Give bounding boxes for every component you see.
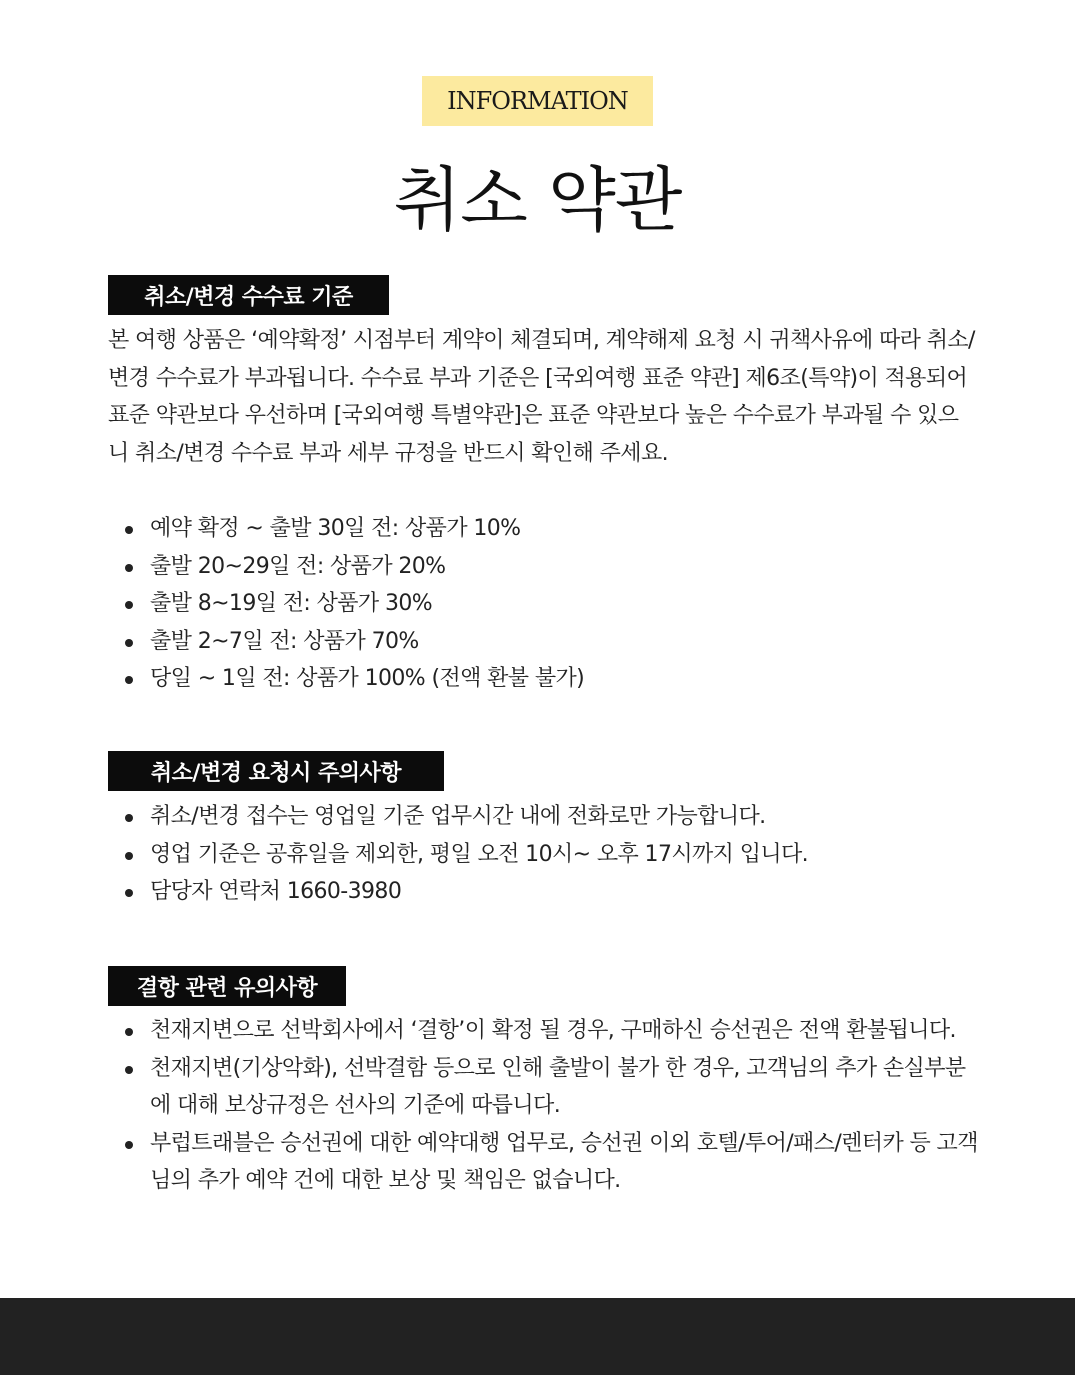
- fees-description: 본 여행 상품은 ‘예약확정’ 시점부터 계약이 체결되며, 계약해제 요청 시 귀책사유에 따라 취소/변경 수수료가 부과됩니다. 수수료 부과 기준은 [국외여행 표준 약관] 제6조(특약)이 적용되어 표준 약관보다 우선하며 [국외여행 특별약관]은 표준 약관보다 높은 수수료가 부과될 수 있으니 취소/변경 수수료 부과 세부 규정을 반드시 확인해 주세요.: [108, 328, 975, 466]
- section-heading-fees: 취소/변경 수수료 기준: [108, 275, 389, 315]
- bullet-dot-icon: [125, 852, 133, 860]
- bullet-dot-icon: [125, 1141, 133, 1149]
- bullet-dot-icon: [125, 601, 133, 609]
- page-title: 취소 약관: [393, 159, 682, 241]
- section-heading-request-notes: 취소/변경 요청시 주의사항: [108, 751, 444, 791]
- list-item-text: 담당자 연락처 1660-3980: [150, 879, 402, 904]
- list-item: [108, 798, 978, 836]
- bullet-dot-icon: [125, 1028, 133, 1036]
- list-item-text: 천재지변(기상악화), 선박결함 등으로 인해 출발이 불가 한 경우, 고객님의 추가 손실부분에 대해 보상규정은 선사의 기준에 따릅니다.: [150, 1055, 966, 1118]
- footer-bar: [0, 1298, 1075, 1375]
- list-item-text: 당일 ~ 1일 전: 상품가 100% (전액 환불 불가): [150, 666, 585, 691]
- list-item-text: 천재지변으로 선박회사에서 ‘결항’이 확정 될 경우, 구매하신 승선권은 전액 환불됩니다.: [150, 1018, 956, 1043]
- fees-list: [108, 510, 978, 698]
- bullet-dot-icon: [125, 1066, 133, 1074]
- list-item: [108, 836, 978, 874]
- bullet-dot-icon: [125, 814, 133, 822]
- bullet-dot-icon: [125, 889, 133, 897]
- list-item: [108, 660, 978, 698]
- bullet-dot-icon: [125, 639, 133, 647]
- information-badge: INFORMATION: [422, 76, 653, 126]
- list-item-text: 부럽트래블은 승선권에 대한 예약대행 업무로, 승선권 이외 호텔/투어/패스/렌터카 등 고객님의 추가 예약 건에 대한 보상 및 책임은 없습니다.: [150, 1130, 978, 1193]
- list-item-text: 출발 20~29일 전: 상품가 20%: [150, 553, 446, 579]
- list-item-text: 취소/변경 접수는 영업일 기준 업무시간 내에 전화로만 가능합니다.: [150, 804, 766, 829]
- list-item: [108, 1012, 978, 1050]
- bullet-dot-icon: [125, 564, 133, 572]
- list-item: [108, 1050, 978, 1125]
- list-item: [108, 873, 978, 911]
- list-item: [108, 548, 978, 586]
- list-item-text: 출발 8~19일 전: 상품가 30%: [150, 591, 433, 616]
- cancellation-notes-list: [108, 1012, 978, 1200]
- list-item-text: 예약 확정 ~ 출발 30일 전: 상품가 10%: [150, 516, 521, 541]
- list-item: [108, 585, 978, 623]
- section-heading-cancellation: 결항 관련 유의사항: [108, 966, 346, 1006]
- list-item-text: 출발 2~7일 전: 상품가 70%: [150, 628, 419, 654]
- list-item: [108, 510, 978, 548]
- bullet-dot-icon: [125, 676, 133, 684]
- bullet-dot-icon: [125, 526, 133, 534]
- list-item-text: 영업 기준은 공휴일을 제외한, 평일 오전 10시~ 오후 17시까지 입니다.: [150, 841, 809, 867]
- list-item: [108, 1125, 978, 1200]
- request-notes-list: [108, 798, 978, 911]
- list-item: [108, 623, 978, 661]
